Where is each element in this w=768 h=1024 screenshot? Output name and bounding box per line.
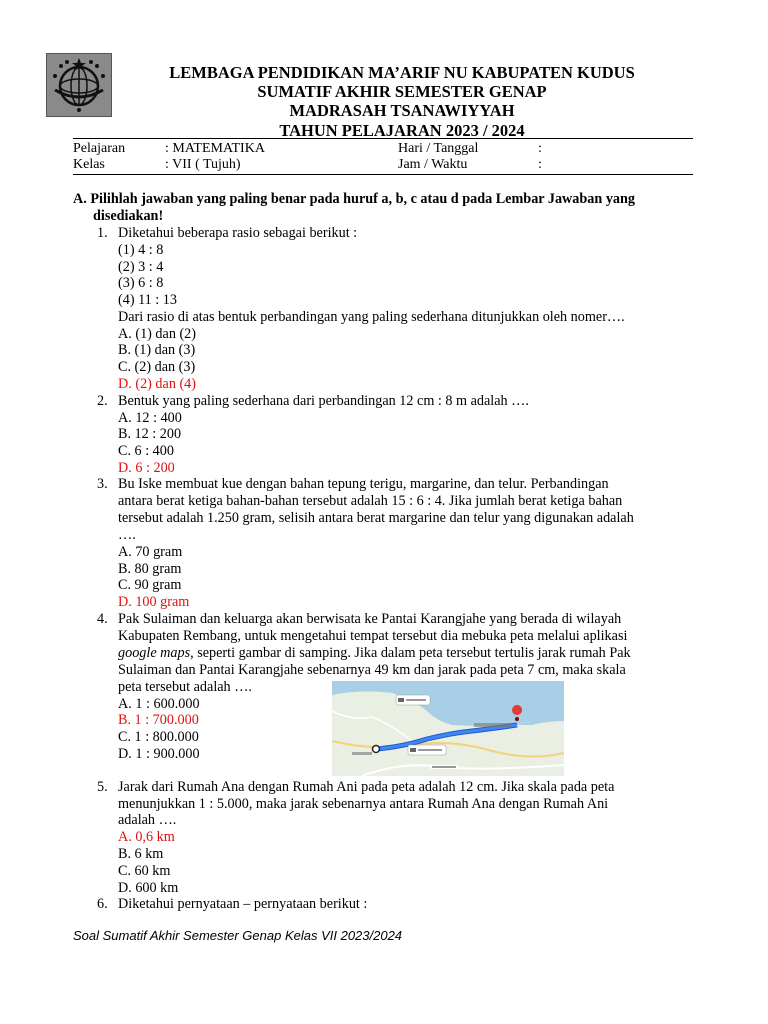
header-institution: LEMBAGA PENDIDIKAN MA’ARIF NU KABUPATEN KUDUS bbox=[169, 63, 635, 82]
option-a: A. (1) dan (2) bbox=[118, 326, 197, 342]
question-5-text: Jarak dari Rumah Ana dengan Rumah Ani pada peta adalah 12 cm. Jika skala pada peta bbox=[118, 779, 615, 795]
route-map-image bbox=[332, 681, 564, 776]
google-maps-term: google maps bbox=[118, 645, 191, 661]
option-a-answer bbox=[118, 829, 175, 846]
time-value: : bbox=[538, 157, 542, 172]
section-a-instruction: A. Pilihlah jawaban yang paling benar pada huruf a, b, c atau d pada Lembar Jawaban yang bbox=[73, 191, 635, 207]
question-number: 3. bbox=[97, 476, 108, 492]
option-a: A. 70 gram bbox=[118, 544, 183, 560]
page-footer: Soal Sumatif Akhir Semester Genap Kelas VII 2023/2024 bbox=[73, 928, 403, 943]
day-date-label: Hari / Tanggal bbox=[398, 141, 479, 156]
option-b-answer: B. 1 : 700.000 bbox=[118, 712, 199, 728]
question-number: 5. bbox=[97, 779, 108, 795]
ratio-item: (3) 6 : 8 bbox=[118, 275, 164, 291]
option-c: C. (2) dan (3) bbox=[118, 359, 196, 375]
ratio-item: (4) 11 : 13 bbox=[118, 292, 177, 308]
day-date-value: : bbox=[538, 141, 542, 156]
question-number: 1. bbox=[97, 225, 108, 241]
time-label: Jam / Waktu bbox=[398, 157, 468, 172]
header-divider bbox=[73, 138, 693, 139]
question-3-text: antara berat ketiga bahan-bahan tersebut adalah 15 : 6 : 4. Jika jumlah berat ketiga bahan bbox=[118, 493, 623, 509]
question-1-stem: Diketahui beberapa rasio sebagai berikut : bbox=[118, 225, 358, 241]
question-3-text: Bu Iske membuat kue dengan bahan tepung terigu, margarine, dan telur. Perbandingan bbox=[118, 476, 609, 492]
option-d-answer: D. 6 : 200 bbox=[118, 460, 175, 476]
question-4-text: Sulaiman dan Pantai Karangjahe sebenarnya 49 km dan jarak pada peta 7 cm, maka skala bbox=[118, 662, 626, 678]
question-4-text bbox=[118, 645, 631, 662]
option-a: A. 12 : 400 bbox=[118, 410, 182, 426]
option-b: B. (1) dan (3) bbox=[118, 342, 196, 358]
header-year: TAHUN PELAJARAN 2023 / 2024 bbox=[279, 121, 525, 140]
question-6-stem: Diketahui pernyataan – pernyataan berikut : bbox=[118, 896, 368, 912]
option-b: B. 80 gram bbox=[118, 561, 182, 577]
question-1-prompt: Dari rasio di atas bentuk perbandingan yang paling sederhana ditunjukkan oleh nomer…. bbox=[118, 309, 625, 325]
header-school: MADRASAH TSANAWIYYAH bbox=[289, 101, 515, 120]
option-b: B. 12 : 200 bbox=[118, 426, 182, 442]
option-d-answer: D. 100 gram bbox=[118, 594, 190, 610]
header-exam: SUMATIF AKHIR SEMESTER GENAP bbox=[257, 82, 547, 101]
subject-label: Pelajaran bbox=[73, 141, 126, 156]
option-c: C. 60 km bbox=[118, 863, 171, 879]
question-3-text: tersebut adalah 1.250 gram, selisih antara berat margarine dan telur yang digunakan adalah bbox=[118, 510, 634, 526]
question-number: 2. bbox=[97, 393, 108, 409]
option-c: C. 90 gram bbox=[118, 577, 182, 593]
class-value: : VII ( Tujuh) bbox=[165, 157, 241, 172]
subject-value: : MATEMATIKA bbox=[165, 141, 265, 156]
option-d: D. 1 : 900.000 bbox=[118, 746, 200, 762]
option-a: A. 1 : 600.000 bbox=[118, 696, 200, 712]
option-c: C. 6 : 400 bbox=[118, 443, 174, 459]
question-number: 4. bbox=[97, 611, 108, 627]
question-5-text: menunjukkan 1 : 5.000, maka jarak sebenarnya antara Rumah Ana dengan Rumah Ani bbox=[118, 796, 609, 812]
question-4-text-rest: , seperti gambar di samping. Jika dalam peta tersebut tertulis jarak rumah Pak bbox=[190, 645, 631, 661]
option-d-answer: D. (2) dan (4) bbox=[118, 376, 197, 392]
info-divider bbox=[73, 174, 693, 175]
question-2-stem: Bentuk yang paling sederhana dari perbandingan 12 cm : 8 m adalah …. bbox=[118, 393, 529, 409]
option-c: C. 1 : 800.000 bbox=[118, 729, 199, 745]
class-label: Kelas bbox=[73, 157, 105, 172]
ratio-item: (1) 4 : 8 bbox=[118, 242, 164, 258]
option-d: D. 600 km bbox=[118, 880, 179, 896]
question-4-text: Pak Sulaiman dan keluarga akan berwisata ke Pantai Karangjahe yang berada di wilayah bbox=[118, 611, 622, 627]
option-b: B. 6 km bbox=[118, 846, 164, 862]
question-4-text: Kabupaten Rembang, untuk mengetahui tempat tersebut dia mebuka peta melalui aplikasi bbox=[118, 628, 628, 644]
question-number: 6. bbox=[97, 896, 108, 912]
ratio-item: (2) 3 : 4 bbox=[118, 259, 164, 275]
question-4-text: peta tersebut adalah …. bbox=[118, 679, 252, 695]
option-a-text: A. 0,6 km bbox=[118, 829, 175, 845]
question-3-text: …. bbox=[118, 527, 136, 543]
question-5-text: adalah …. bbox=[118, 812, 177, 828]
section-a-instruction-cont: disediakan! bbox=[93, 208, 164, 224]
